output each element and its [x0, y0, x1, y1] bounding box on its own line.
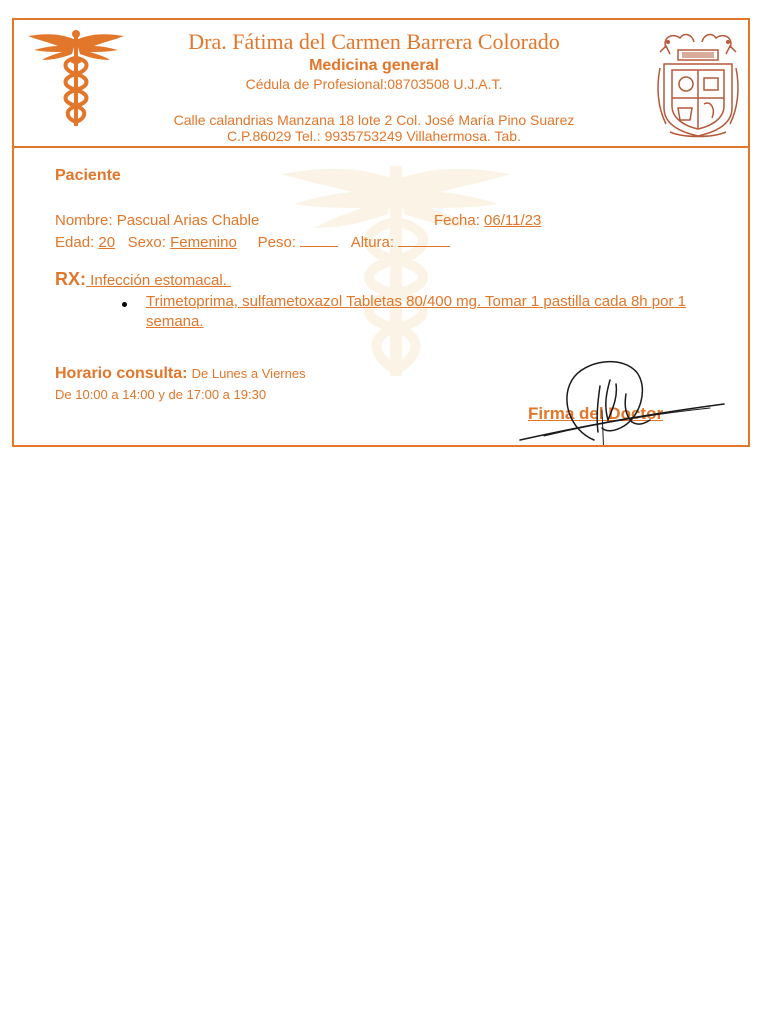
sex-label: Sexo: [127, 234, 166, 251]
rx-diagnosis: Infección estomacal. [86, 272, 232, 289]
schedule-row [55, 365, 306, 383]
age-value: 20 [98, 234, 116, 251]
weight-blank [300, 232, 338, 247]
sex-value: Femenino [170, 234, 237, 251]
rx-row [55, 270, 231, 290]
date-row [434, 212, 541, 230]
university-crest-icon [656, 28, 740, 140]
doctor-name: Dra. Fátima del Carmen Barrera Colorado [188, 29, 560, 54]
caduceus-logo-icon [28, 28, 124, 128]
patient-section-title: Paciente [55, 167, 121, 184]
patient-name-row [55, 212, 259, 230]
address-line-1: Calle calandrias Manzana 18 lote 2 Col. José María Pino Suarez [173, 112, 575, 128]
header-divider [14, 146, 748, 148]
license-number: Cédula de Profesional:08703508 U.J.A.T. [245, 76, 503, 92]
weight-label: Peso: [257, 234, 297, 251]
rx-label: RX: [55, 269, 86, 289]
signature-mark-icon [514, 350, 734, 445]
schedule-hours: De 10:00 a 14:00 y de 17:00 a 19:30 [55, 387, 267, 402]
schedule-label: Horario consulta: [55, 365, 188, 382]
date-label: Fecha: [434, 212, 480, 229]
address-line-2: C.P.86029 Tel.: 9935753249 Villahermosa. Tab. [227, 128, 521, 144]
letterhead [134, 20, 614, 145]
name-label: Nombre: [55, 212, 113, 229]
schedule-days: De Lunes a Viernes [191, 366, 306, 381]
prescription-card [12, 18, 750, 447]
name-value: Pascual Arias Chable [116, 212, 260, 229]
height-blank [398, 232, 450, 247]
rx-item: Trimetoprima, sulfametoxazol Tabletas 80/400 mg. Tomar 1 pastilla cada 8h por 1 semana. [146, 293, 686, 330]
patient-details-row [55, 232, 450, 252]
age-label: Edad: [55, 234, 95, 251]
bullet-icon [122, 302, 127, 307]
height-label: Altura: [350, 234, 395, 251]
date-value: 06/11/23 [484, 212, 542, 229]
caduceus-watermark-icon [276, 160, 516, 380]
signature-label: Firma del Doctor [528, 404, 664, 423]
specialty: Medicina general [309, 57, 439, 74]
